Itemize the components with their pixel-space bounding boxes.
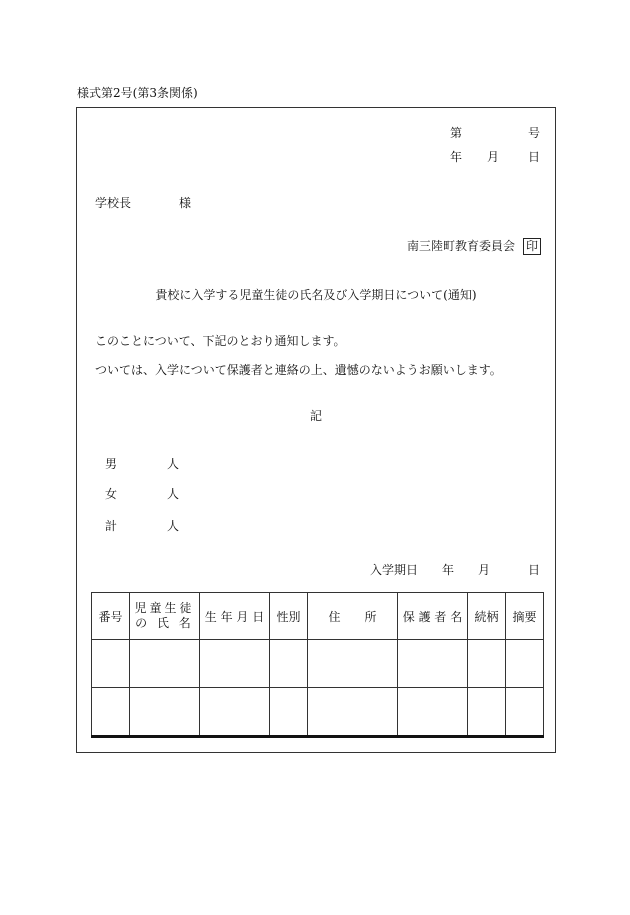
table-row — [92, 640, 544, 688]
table-cell[interactable] — [468, 688, 506, 737]
table-cell[interactable] — [270, 688, 308, 737]
table-cell[interactable] — [130, 688, 200, 737]
entry-date-year: 年 — [442, 563, 455, 577]
count-unit: 人 — [167, 457, 180, 471]
count-label: 男 — [105, 457, 118, 471]
header-name-line2: の 氏 名 — [135, 616, 194, 630]
table-cell[interactable] — [270, 640, 308, 688]
header-relation: 続柄 — [468, 593, 506, 640]
body-paragraph: ついては、入学について保護者と連絡の上、遺憾のないようお願いします。 — [95, 363, 502, 377]
entry-date-month: 月 — [478, 563, 491, 577]
number-prefix: 第 — [450, 126, 463, 140]
header-remarks: 摘要 — [506, 593, 544, 640]
header-student-name — [130, 593, 200, 640]
table-cell[interactable] — [130, 640, 200, 688]
date-month: 月 — [487, 150, 500, 164]
entry-date-label: 入学期日 — [370, 563, 419, 577]
table-cell[interactable] — [468, 640, 506, 688]
issuer — [407, 237, 541, 255]
table-cell[interactable] — [506, 640, 544, 688]
date-year: 年 — [450, 150, 463, 164]
notice-subject: 貴校に入学する児童生徒の氏名及び入学期日について(通知) — [155, 288, 477, 302]
header-birthdate: 生 年 月 日 — [200, 593, 270, 640]
date-day: 日 — [527, 150, 540, 164]
issuer-name: 南三陸町教育委員会 — [406, 239, 515, 253]
table-cell[interactable] — [200, 688, 270, 737]
notice-form — [76, 107, 556, 753]
header-address: 住 所 — [308, 593, 398, 640]
form-caption: 様式第2号(第3条関係) — [77, 86, 198, 100]
table-row — [92, 688, 544, 737]
table-cell[interactable] — [308, 640, 398, 688]
count-unit: 人 — [167, 487, 180, 501]
table-cell[interactable] — [308, 688, 398, 737]
addressee-title: 学校長 — [95, 196, 132, 210]
count-label: 計 — [105, 519, 118, 533]
table-cell[interactable] — [398, 688, 468, 737]
addressee — [95, 194, 192, 211]
addressee-honorific: 様 — [179, 196, 192, 210]
entry-date-day: 日 — [527, 563, 540, 577]
count-label: 女 — [105, 487, 118, 501]
seal-mark: 印 — [523, 238, 541, 255]
table-header-row — [92, 593, 544, 640]
header-number: 番号 — [92, 593, 130, 640]
header-sex: 性別 — [270, 593, 308, 640]
count-unit: 人 — [167, 519, 180, 533]
table-cell[interactable] — [92, 640, 130, 688]
ki-heading: 記 — [309, 409, 322, 423]
table-cell[interactable] — [506, 688, 544, 737]
table-cell[interactable] — [92, 688, 130, 737]
table-cell[interactable] — [200, 640, 270, 688]
table-cell[interactable] — [398, 640, 468, 688]
header-guardian: 保 護 者 名 — [398, 593, 468, 640]
body-paragraph: このことについて、下記のとおり通知します。 — [95, 334, 346, 348]
header-name-line1: 児童生徒 — [134, 601, 195, 615]
student-register-table — [91, 592, 544, 738]
number-suffix: 号 — [527, 126, 540, 140]
